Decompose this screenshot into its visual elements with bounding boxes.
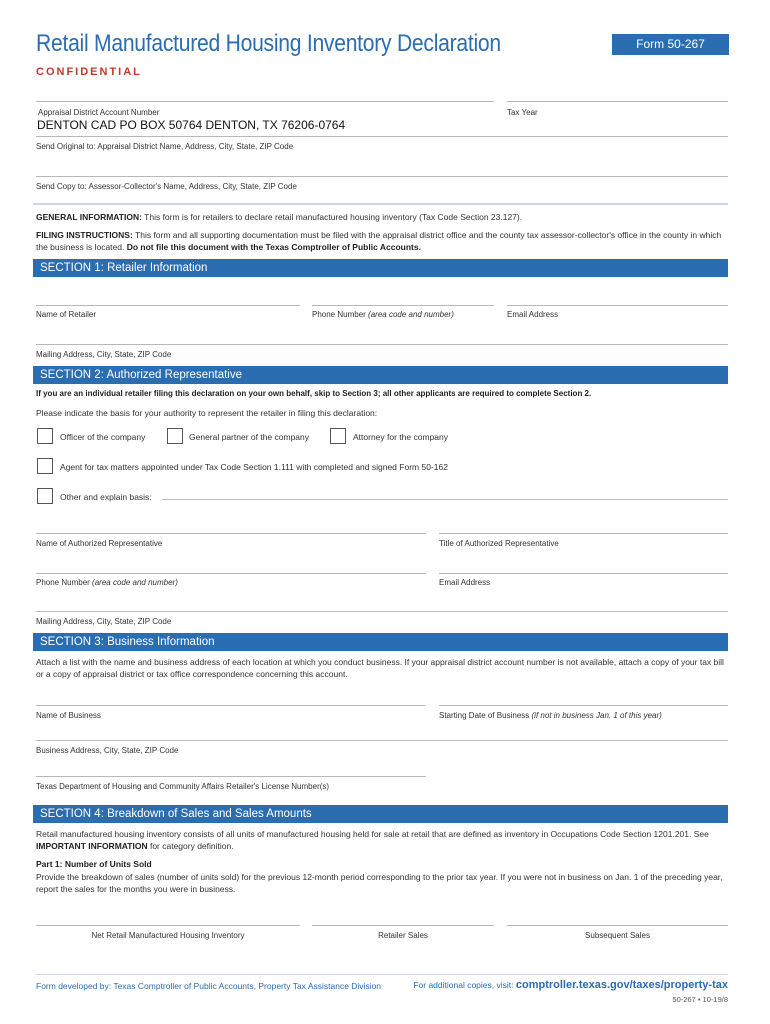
- section-4-intro: Retail manufactured housing inventory consists of all units of manufactured housing held for sale at retail that are defined as inventory in Occupations Code Section 1201.201. See IMPORTANT INFORMATION for category definition.: [36, 829, 709, 851]
- agent-checkbox[interactable]: [37, 458, 53, 474]
- section-2-instruction: If you are an individual retailer filing this declaration on your own behalf, skip to Section 3; all other applicants are required to complete Section 2.: [36, 389, 592, 398]
- retailer-name-field[interactable]: [36, 305, 300, 306]
- part-1-text: Provide the breakdown of sales (number of units sold) for the previous 12-month period corresponding to the prior tax year. If you were not in business on Jan. 1 of the preceding year, report the sales for the months you were in business.: [36, 872, 723, 894]
- start-date-field[interactable]: [439, 705, 728, 706]
- rep-phone-label: Phone Number (area code and number): [36, 578, 178, 587]
- rep-title-field[interactable]: [439, 533, 728, 534]
- agent-label: Agent for tax matters appointed under Tax Code Section 1.111 with completed and signed Form 50-162: [60, 462, 448, 472]
- net-inventory-label: Net Retail Manufactured Housing Inventory: [91, 931, 245, 940]
- officer-label: Officer of the company: [60, 432, 146, 442]
- rep-email-field[interactable]: [439, 573, 728, 574]
- other-label: Other and explain basis:: [60, 492, 152, 502]
- footer-developed-by: Form developed by: Texas Comptroller of Public Accounts, Property Tax Assistance Division: [36, 981, 382, 991]
- account-number-field[interactable]: [36, 101, 494, 102]
- authority-prompt: Please indicate the basis for your authority to represent the retailer in filing this declaration:: [36, 408, 378, 418]
- section-1-header: SECTION 1: Retailer Information: [33, 259, 728, 277]
- subsequent-sales-label: Subsequent Sales: [585, 931, 650, 940]
- rep-mailing-field[interactable]: [36, 611, 728, 612]
- business-address-field[interactable]: [36, 740, 728, 741]
- form-number-badge: Form 50-267: [612, 34, 729, 55]
- license-number-field[interactable]: [36, 776, 426, 777]
- rep-name-field[interactable]: [36, 533, 426, 534]
- rep-mailing-label: Mailing Address, City, State, ZIP Code: [36, 617, 172, 626]
- retailer-email-field[interactable]: [507, 305, 728, 306]
- subsequent-sales-field[interactable]: [507, 925, 728, 926]
- comptroller-link[interactable]: comptroller.texas.gov/taxes/property-tax: [515, 979, 728, 991]
- account-number-label: Appraisal District Account Number: [38, 108, 160, 117]
- officer-checkbox[interactable]: [37, 428, 53, 444]
- partner-label: General partner of the company: [189, 432, 310, 442]
- send-copy-field[interactable]: [36, 176, 728, 177]
- footer-copies: For additional copies, visit: comptroller.texas.gov/taxes/property-tax: [413, 979, 728, 991]
- section-2-header: SECTION 2: Authorized Representative: [33, 366, 728, 384]
- rep-title-label: Title of Authorized Representative: [439, 539, 559, 548]
- other-checkbox[interactable]: [37, 488, 53, 504]
- send-original-value[interactable]: DENTON CAD PO BOX 50764 DENTON, TX 76206-0764: [37, 118, 346, 132]
- tax-year-field[interactable]: [507, 101, 728, 102]
- retailer-sales-field[interactable]: [312, 925, 494, 926]
- business-name-label: Name of Business: [36, 711, 101, 720]
- send-copy-label: Send Copy to: Assessor-Collector's Name, Address, City, State, ZIP Code: [36, 182, 297, 191]
- rep-name-label: Name of Authorized Representative: [36, 539, 163, 548]
- form-title: Retail Manufactured Housing Inventory Declaration: [36, 30, 501, 57]
- confidential-label: CONFIDENTIAL: [36, 66, 142, 78]
- partner-checkbox[interactable]: [167, 428, 183, 444]
- business-address-label: Business Address, City, State, ZIP Code: [36, 746, 179, 755]
- license-number-label: Texas Department of Housing and Community Affairs Retailer's License Number(s): [36, 782, 330, 791]
- general-information: GENERAL INFORMATION: This form is for retailers to declare retail manufactured housing inventory (Tax Code Section 23.127).: [36, 212, 523, 222]
- filing-instructions: FILING INSTRUCTIONS: This form and all supporting documentation must be filed with the appraisal district office and the county tax assessor-collector's office in the county in which the business is located. Do not file this document with the Texas Comptroller of Public Accounts.: [36, 230, 722, 252]
- tax-year-label: Tax Year: [507, 108, 538, 117]
- net-inventory-field[interactable]: [36, 925, 300, 926]
- other-explain-field[interactable]: [162, 499, 728, 500]
- retailer-mailing-field[interactable]: [36, 344, 728, 345]
- retailer-sales-label: Retailer Sales: [378, 931, 428, 940]
- footer-form-code: 50-267 • 10-19/8: [672, 995, 728, 1004]
- retailer-mailing-label: Mailing Address, City, State, ZIP Code: [36, 350, 172, 359]
- retailer-email-label: Email Address: [507, 310, 559, 319]
- attorney-label: Attorney for the company: [353, 432, 448, 442]
- start-date-label: Starting Date of Business (if not in business Jan. 1 of this year): [439, 711, 662, 720]
- retailer-phone-field[interactable]: [312, 305, 494, 306]
- footer-divider: [36, 974, 728, 975]
- section-3-intro: Attach a list with the name and business address of each location at which you conduct business. If your appraisal district account number is not available, attach a copy of your tax bill or a copy of appraisal district or tax office correspondence concerning this account.: [36, 657, 724, 679]
- rep-email-label: Email Address: [439, 578, 491, 587]
- send-original-label: Send Original to: Appraisal District Name, Address, City, State, ZIP Code: [36, 142, 294, 151]
- business-name-field[interactable]: [36, 705, 426, 706]
- section-4-header: SECTION 4: Breakdown of Sales and Sales Amounts: [33, 805, 728, 823]
- attorney-checkbox[interactable]: [330, 428, 346, 444]
- section-3-header: SECTION 3: Business Information: [33, 633, 728, 651]
- part-1-title: Part 1: Number of Units Sold: [36, 859, 152, 869]
- divider: [33, 203, 728, 205]
- retailer-name-label: Name of Retailer: [36, 310, 97, 319]
- retailer-phone-label: Phone Number (area code and number): [312, 310, 454, 319]
- rep-phone-field[interactable]: [36, 573, 426, 574]
- send-original-field[interactable]: [36, 136, 728, 137]
